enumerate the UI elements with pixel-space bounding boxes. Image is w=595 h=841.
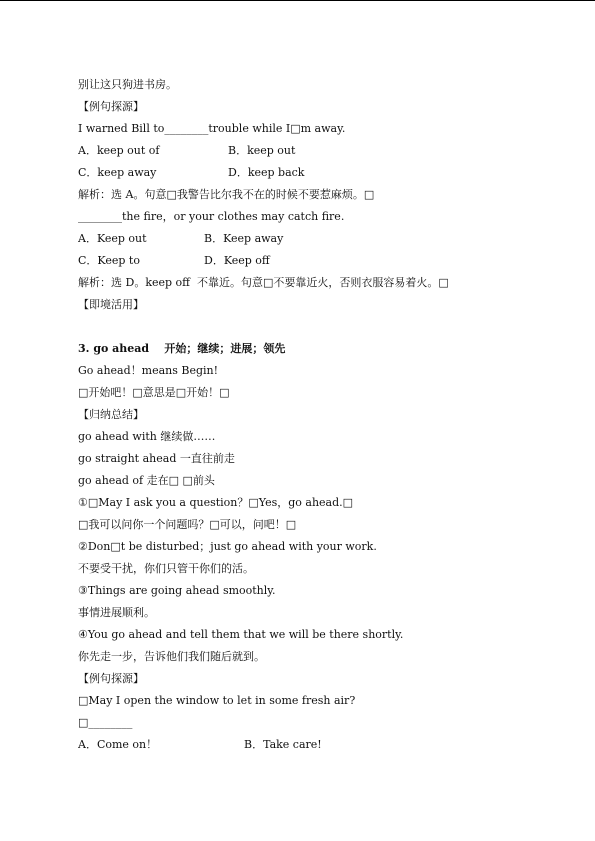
- spacer: [78, 316, 558, 338]
- question-3-options-row-1: [78, 734, 558, 756]
- option-a: A．Come on！: [78, 738, 158, 751]
- document-body: [78, 74, 558, 756]
- phrase-line: go ahead of 走在□ □前头: [78, 474, 215, 487]
- question-3-blank: □________: [78, 716, 133, 729]
- translation-line: 你先走一步，告诉他们我们随后就到。: [78, 650, 265, 663]
- option-a: A．Keep out: [78, 232, 147, 245]
- example-line: ②Don□t be disturbed；just go ahead with your work.: [78, 540, 377, 553]
- translation-line: □开始吧！□意思是□开始！□: [78, 386, 230, 399]
- example-line: ④You go ahead and tell them that we will be there shortly.: [78, 628, 404, 641]
- question-2-stem: ________the fire，or your clothes may catch fire.: [78, 210, 345, 223]
- translation-line: 事情进展顺利。: [78, 606, 155, 619]
- question-2-options-row-1: [78, 228, 558, 250]
- question-1-options-row-2: [78, 162, 558, 184]
- translation-line: 别让这只狗进书房。: [78, 78, 177, 91]
- option-b: B．keep out: [228, 144, 296, 157]
- option-d: D．keep back: [228, 166, 305, 179]
- example-line: ①□May I ask you a question？□Yes，go ahead.□: [78, 496, 354, 509]
- question-1-options-row-1: [78, 140, 558, 162]
- translation-line: □我可以问你一个问题吗？□可以，问吧！□: [78, 518, 297, 531]
- question-1-analysis: 解析：选 A。句意□我警告比尔我不在的时候不要惹麻烦。□: [78, 188, 375, 201]
- section-label-example-source: 【例句探源】: [78, 672, 144, 685]
- phrase-line: go ahead with 继续做……: [78, 430, 216, 443]
- section-label-example-source: 【例句探源】: [78, 100, 144, 113]
- section-label-summary: 【归纳总结】: [78, 408, 144, 421]
- option-b: B．Take care!: [244, 738, 322, 751]
- question-2-analysis: 解析：选 D。keep off 不靠近。句意□不要靠近火，否则衣服容易着火。□: [78, 276, 449, 289]
- question-2-options-row-2: [78, 250, 558, 272]
- section-heading: 3. go ahead 开始；继续；进展；领先: [78, 342, 286, 355]
- option-c: C．keep away: [78, 166, 157, 179]
- translation-line: 不要受干扰，你们只管干你们的活。: [78, 562, 254, 575]
- option-b: B．Keep away: [204, 232, 284, 245]
- question-3-stem: □May I open the window to let in some fresh air?: [78, 694, 356, 707]
- section-label-practice: 【即境活用】: [78, 298, 144, 311]
- question-1-stem: I warned Bill to________trouble while I□m away.: [78, 122, 346, 135]
- option-d: D．Keep off: [204, 254, 270, 267]
- option-a: A．keep out of: [78, 144, 160, 157]
- option-c: C．Keep to: [78, 254, 140, 267]
- page-top-border: [0, 0, 595, 1]
- example-line: ③Things are going ahead smoothly.: [78, 584, 276, 597]
- example-line: Go ahead！means Begin!: [78, 364, 219, 377]
- phrase-line: go straight ahead 一直往前走: [78, 452, 235, 465]
